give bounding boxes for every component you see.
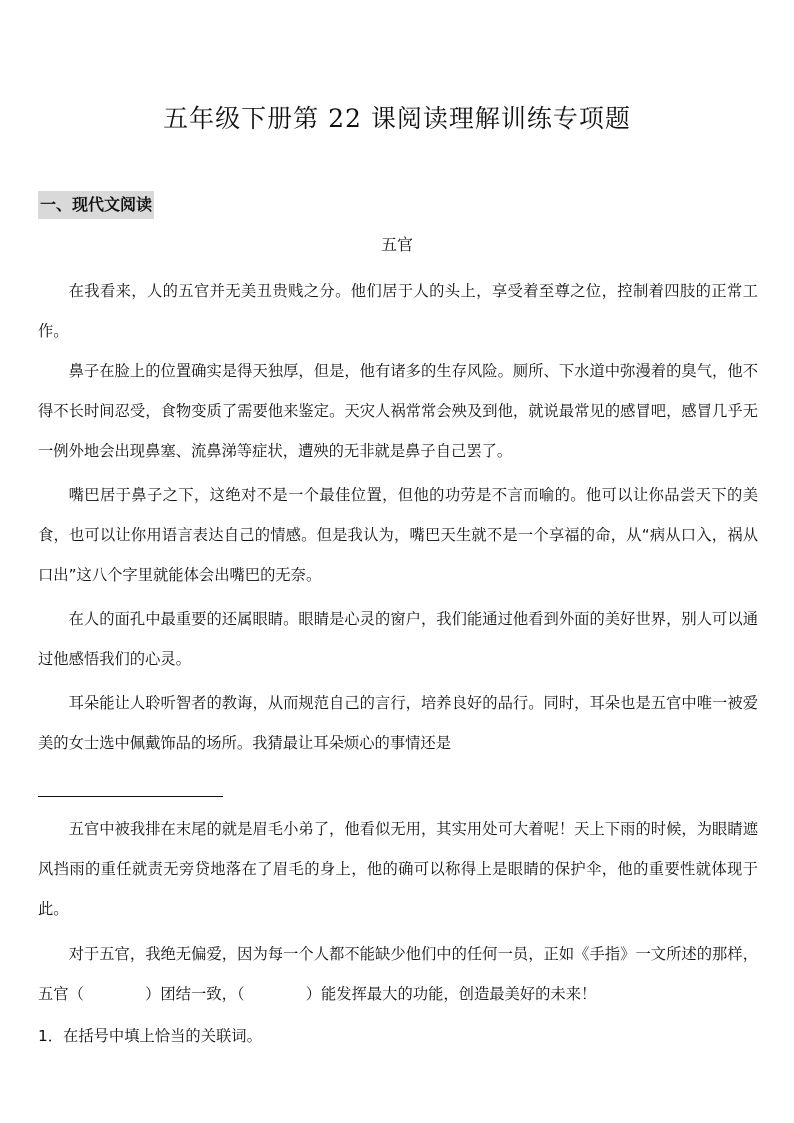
paragraph-7: 对于五官，我绝无偏爱，因为每一个人都不能缺少他们中的任何一员，正如《手指》一文所述的那样，五官（ ）团结一致，（ ）能发挥最大的功能，创造最美好的未来！: [38, 945, 758, 1003]
paragraph-2: 鼻子在脸上的位置确实是得天独厚，但是，他有诸多的生存风险。厕所、下水道中弥漫着的臭气，他不得不长时间忍受，食物变质了需要他来鉴定。天灾人祸常常会殃及到他，就说最常见的感冒吧，感冒几乎无一例外地会出现鼻塞、流鼻涕等症状，遭殃的无非就是鼻子自己罢了。: [38, 362, 758, 460]
paragraph-5: 耳朵能让人聆听智者的教诲，从而规范自己的言行，培养良好的品行。同时，耳朵也是五官中唯一被爱美的女士选中佩戴饰品的场所。我猜最让耳朵烦心的事情还是: [38, 694, 758, 752]
document-title: 五年级下册第 22 课阅读理解训练专项题: [163, 104, 631, 133]
paragraph-3: 嘴巴居于鼻子之下，这绝对不是一个最佳位置，但他的功劳是不言而喻的。他可以让你品尝天下的美食，也可以让你用语言表达自己的情感。但是我认为，嘴巴天生就不是一个享福的命，从“病从口入，祸从口出”这八个字里就能体会出嘴巴的无奈。: [38, 486, 758, 584]
fill-in-blank-line: [38, 796, 223, 797]
section-heading: 一、现代文阅读: [38, 191, 154, 219]
article-title: 五官: [380, 235, 413, 254]
paragraph-4: 在人的面孔中最重要的还属眼睛。眼睛是心灵的窗户，我们能通过他看到外面的美好世界，别人可以通过他感悟我们的心灵。: [38, 610, 758, 668]
paragraph-1: 在我看来，人的五官并无美丑贵贱之分。他们居于人的头上，享受着至尊之位，控制着四肢的正常工作。: [38, 282, 758, 340]
question-1: 1．在括号中填上恰当的关联词。: [38, 1027, 262, 1045]
paragraph-6: 五官中被我排在末尾的就是眉毛小弟了，他看似无用，其实用处可大着呢！天上下雨的时候，为眼睛遮风挡雨的重任就责无旁贷地落在了眉毛的身上，他的确可以称得上是眼睛的保护伞，他的重要性就体现于此。: [38, 820, 758, 918]
